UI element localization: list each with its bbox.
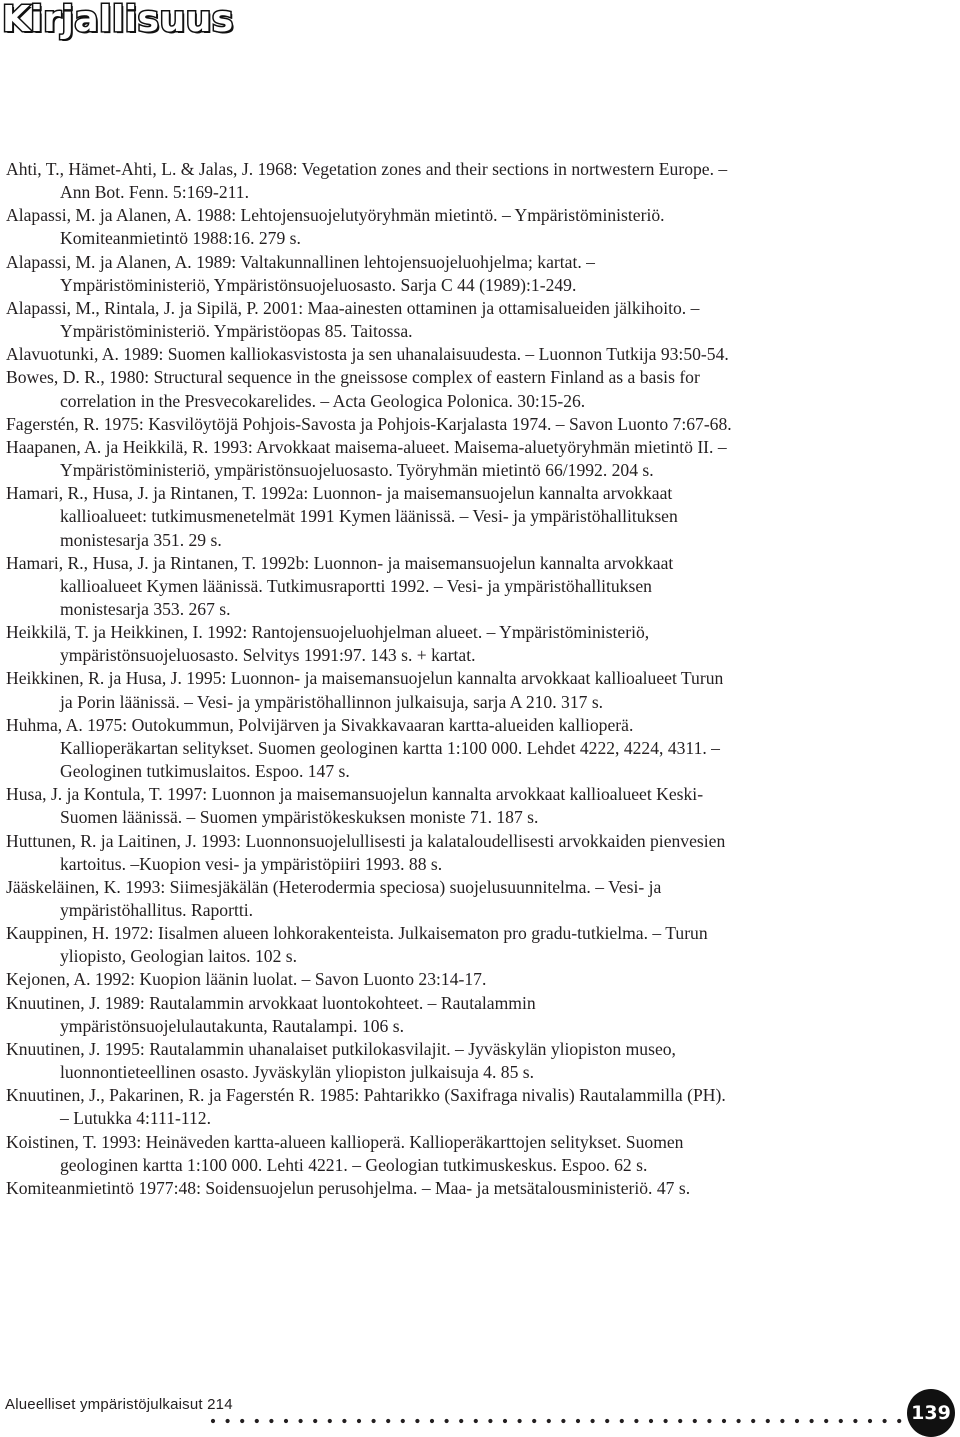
leader-dot <box>547 1419 551 1423</box>
publication-series-label: Alueelliset ympäristöjulkaisut 214 <box>5 1396 233 1413</box>
leader-dot <box>605 1419 609 1423</box>
leader-dot <box>211 1419 215 1423</box>
reference-item: Bowes, D. R., 1980: Structural sequence in the gneissose complex of eastern Finland as a basis for correlation in the Presvecokarelides. – Acta Geologica Polonica. 30:15-26. <box>6 367 700 411</box>
leader-dot <box>532 1419 536 1423</box>
leader-dot <box>766 1419 770 1423</box>
dotted-rule <box>210 1416 910 1426</box>
reference-item: Knuutinen, J., Pakarinen, R. ja Fagerstén R. 1985: Pahtarikko (Saxifraga nivalis) Rautalammilla (PH). – Lutukka 4:111-112. <box>6 1085 726 1129</box>
leader-dot <box>269 1419 273 1423</box>
reference-item: Alapassi, M. ja Alanen, A. 1989: Valtakunnallinen lehtojensuojeluohjelma; kartat. – Ympäristöministeriö, Ympäristönsuojeluosasto. Sarja C 44 (1989):1-249. <box>6 251 595 295</box>
leader-dot <box>240 1419 244 1423</box>
leader-dot <box>664 1419 668 1423</box>
leader-dot <box>342 1419 346 1423</box>
leader-dot <box>503 1419 507 1423</box>
page-title: Kirjallisuus <box>2 0 234 40</box>
reference-item: Hamari, R., Husa, J. ja Rintanen, T. 1992b: Luonnon- ja maisemansuojelun kannalta arvokkaat kallioalueet Kymen läänissä. Tutkimusraportti 1992. – Vesi- ja ympäristöhallituksen monistesarja 353. 267 s. <box>6 552 674 619</box>
leader-dot <box>401 1419 405 1423</box>
leader-dot <box>591 1419 595 1423</box>
leader-dot <box>357 1419 361 1423</box>
leader-dot <box>255 1419 259 1423</box>
reference-item: Heikkilä, T. ja Heikkinen, I. 1992: Rantojensuojeluohjelman alueet. – Ympäristöministeriö, ympäristönsuojeluosasto. Selvitys 1991:97. 143 s. + kartat. <box>6 622 650 666</box>
leader-dot <box>678 1419 682 1423</box>
leader-dot <box>751 1419 755 1423</box>
reference-item: Ahti, T., Hämet-Ahti, L. & Jalas, J. 1968: Vegetation zones and their sections in nortwestern Europe. – Ann Bot. Fenn. 5:169-211. <box>6 159 728 203</box>
leader-dot <box>634 1419 638 1423</box>
leader-dot <box>313 1419 317 1423</box>
leader-dot <box>722 1419 726 1423</box>
reference-list <box>6 158 736 1200</box>
reference-item: Husa, J. ja Kontula, T. 1997: Luonnon ja maisemansuojelun kannalta arvokkaat kallioalueet Keski-Suomen läänissä. – Suomen ympäristökeskuksen moniste 71. 187 s. <box>6 784 704 828</box>
leader-dot <box>488 1419 492 1423</box>
reference-item: Komiteanmietintö 1977:48: Soidensuojelun perusohjelma. – Maa- ja metsätalousministeriö. 47 s. <box>6 1177 691 1198</box>
reference-item: Alavuotunki, A. 1989: Suomen kalliokasvistosta ja sen uhanalaisuudesta. – Luonnon Tutkija 93:50-54. <box>6 344 729 365</box>
leader-dot <box>386 1419 390 1423</box>
leader-dot <box>839 1419 843 1423</box>
leader-dot <box>780 1419 784 1423</box>
reference-item: Hamari, R., Husa, J. ja Rintanen, T. 1992a: Luonnon- ja maisemansuojelun kannalta arvokkaat kallioalueet: tutkimusmenetelmät 1991 Kymen läänissä. – Vesi- ja ympäristöhallituksen monistesarja 351. 29 s. <box>6 483 678 550</box>
reference-item: Fagerstén, R. 1975: Kasvilöytöjä Pohjois-Savosta ja Pohjois-Karjalasta 1974. – Savon Luonto 7:67-68. <box>6 413 732 434</box>
leader-dot <box>576 1419 580 1423</box>
reference-item: Heikkinen, R. ja Husa, J. 1995: Luonnon- ja maisemansuojelun kannalta arvokkaat kallioalueet Turun ja Porin läänissä. – Vesi- ja ympäristöhallinnon julkaisuja, sarja A 210. 317 s. <box>6 668 724 712</box>
leader-dot <box>737 1419 741 1423</box>
leader-dot <box>853 1419 857 1423</box>
leader-dot <box>561 1419 565 1423</box>
leader-dot <box>649 1419 653 1423</box>
leader-dot <box>810 1419 814 1423</box>
leader-dot <box>474 1419 478 1423</box>
leader-dot <box>620 1419 624 1423</box>
leader-dot <box>372 1419 376 1423</box>
leader-dot <box>795 1419 799 1423</box>
leader-dot <box>883 1419 887 1423</box>
reference-item: Jääskeläinen, K. 1993: Siimesjäkälän (Heterodermia speciosa) suojelusuunnitelma. – Vesi- ja ympäristöhallitus. Raportti. <box>6 876 662 920</box>
reference-item: Knuutinen, J. 1995: Rautalammin uhanalaiset putkilokasvilajit. – Jyväskylän yliopiston museo, luonnontieteellinen osasto. Jyväskylän yliopiston julkaisuja 4. 85 s. <box>6 1038 676 1083</box>
page-number-badge: 139 <box>907 1389 955 1437</box>
reference-item: Kejonen, A. 1992: Kuopion läänin luolat. – Savon Luonto 23:14-17. <box>6 969 487 990</box>
leader-dot <box>897 1419 901 1423</box>
leader-dot <box>430 1419 434 1423</box>
leader-dot <box>445 1419 449 1423</box>
reference-item: Kauppinen, H. 1972: Iisalmen alueen lohkorakenteista. Julkaisematon pro gradu-tutkielma. – Turun yliopisto, Geologian laitos. 102 s. <box>6 923 708 967</box>
leader-dot <box>415 1419 419 1423</box>
leader-dot <box>299 1419 303 1423</box>
leader-dot <box>518 1419 522 1423</box>
reference-item: Koistinen, T. 1993: Heinäveden kartta-alueen kallioperä. Kallioperäkarttojen selitykset. Suomen geologinen kartta 1:100 000. Lehti 4221. – Geologian tutkimuskeskus. Espoo. 62 s. <box>6 1131 684 1175</box>
leader-dot <box>824 1419 828 1423</box>
reference-item: Huttunen, R. ja Laitinen, J. 1993: Luonnonsuojelullisesti ja kalataloudellisesti arvokkaiden pienvesien kartoitus. –Kuopion vesi- ja ympäristöpiiri 1993. 88 s. <box>6 830 726 874</box>
leader-dot <box>868 1419 872 1423</box>
reference-item: Alapassi, M. ja Alanen, A. 1988: Lehtojensuojelutyöryhmän mietintö. – Ympäristöministeriö. Komiteanmietintö 1988:16. 279 s. <box>6 205 665 249</box>
leader-dot <box>707 1419 711 1423</box>
leader-dot <box>459 1419 463 1423</box>
reference-item: Haapanen, A. ja Heikkilä, R. 1993: Arvokkaat maisema-alueet. Maisema-aluetyöryhmän mietintö II. – Ympäristöministeriö, ympäristönsuojeluosasto. Työryhmän mietintö 66/1992. 204 s. <box>6 436 727 481</box>
leader-dot <box>284 1419 288 1423</box>
reference-item: Huhma, A. 1975: Outokummun, Polvijärven ja Sivakkavaaran kartta-alueiden kallioperä. Kallioperäkartan selitykset. Suomen geologinen kartta 1:100 000. Lehdet 4222, 4224, 4311. – Geologinen tutkimuslaitos. Espoo. 147 s. <box>6 714 720 782</box>
reference-item: Knuutinen, J. 1989: Rautalammin arvokkaat luontokohteet. – Rautalammin ympäristönsuojelulautakunta, Rautalampi. 106 s. <box>6 992 536 1036</box>
leader-dot <box>693 1419 697 1423</box>
leader-dot <box>226 1419 230 1423</box>
leader-dot <box>328 1419 332 1423</box>
reference-item: Alapassi, M., Rintala, J. ja Sipilä, P. 2001: Maa-ainesten ottaminen ja ottamisalueiden jälkihoito. –Ympäristöministeriö. Ympäristöopas 85. Taitossa. <box>6 297 700 342</box>
